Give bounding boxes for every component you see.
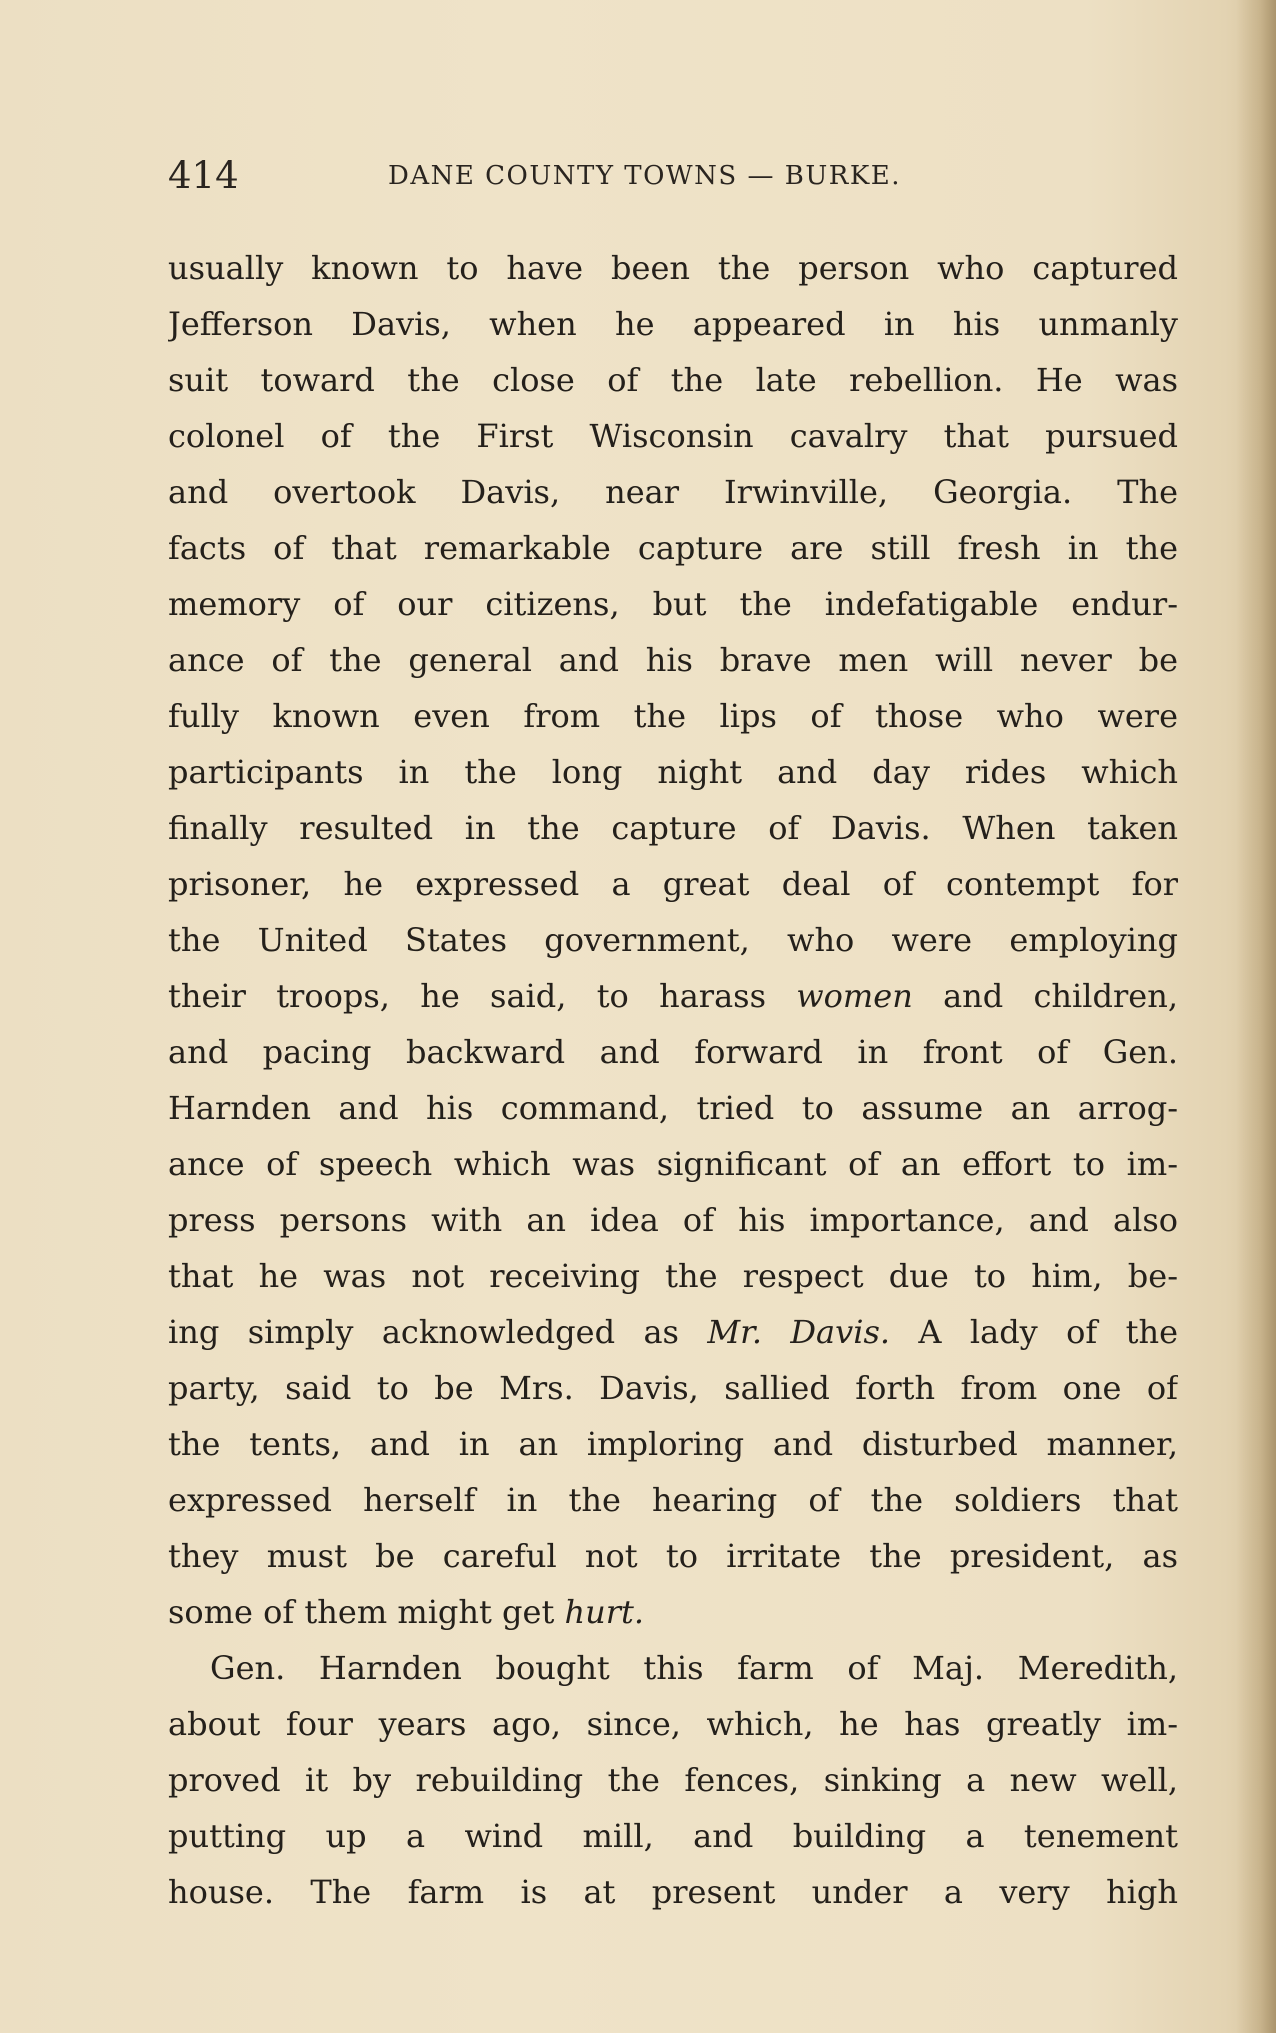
text-line [168, 856, 1178, 912]
italic-text: Mr. Davis. [707, 1313, 891, 1351]
line-text: putting up a wind mill, and building a tenement [168, 1817, 1178, 1855]
text-line [168, 968, 1178, 1024]
text-line [168, 1136, 1178, 1192]
text-line [168, 1304, 1178, 1360]
text-line [168, 1752, 1178, 1808]
line-text: expressed herself in the hearing of the soldiers that [168, 1481, 1178, 1519]
line-text: that he was not receiving the respect due to him, be- [168, 1257, 1178, 1295]
text-line [168, 688, 1178, 744]
line-text: their troops, he said, to harass [168, 977, 797, 1015]
text-line [168, 1192, 1178, 1248]
text-line [168, 520, 1178, 576]
line-text: fully known even from the lips of those who were [168, 697, 1178, 735]
line-text: prisoner, he expressed a great deal of contempt for [168, 865, 1178, 903]
line-text: ance of speech which was significant of an effort to im- [168, 1145, 1178, 1183]
line-text: ing simply acknowledged as [168, 1313, 708, 1351]
text-line [168, 1808, 1178, 1864]
line-text: and children, [912, 977, 1178, 1015]
line-text: usually known to have been the person who captured [168, 249, 1178, 287]
line-text: about four years ago, since, which, he has greatly im- [168, 1705, 1178, 1743]
text-line [168, 1416, 1178, 1472]
text-line [168, 464, 1178, 520]
line-text: and overtook Davis, near Irwinville, Georgia. The [168, 473, 1178, 511]
text-line [168, 1584, 1178, 1640]
italic-text: women [796, 977, 913, 1015]
page-number: 414 [168, 154, 239, 197]
line-text: memory of our citizens, but the indefatigable endur- [168, 585, 1178, 623]
line-text: press persons with an idea of his importance, and also [168, 1201, 1178, 1239]
text-line [168, 1864, 1178, 1920]
line-text: participants in the long night and day rides which [168, 753, 1178, 791]
text-line [168, 1248, 1178, 1304]
line-text: Harnden and his command, tried to assume an arrog- [168, 1089, 1178, 1127]
text-line [168, 744, 1178, 800]
text-line [168, 1472, 1178, 1528]
text-line [168, 296, 1178, 352]
text-line [168, 1528, 1178, 1584]
line-text: A lady of the [890, 1313, 1178, 1351]
text-line [168, 800, 1178, 856]
text-line [168, 1024, 1178, 1080]
line-text: facts of that remarkable capture are still fresh in the [168, 529, 1178, 567]
text-line [168, 352, 1178, 408]
line-text: house. The farm is at present under a very high [168, 1873, 1178, 1911]
line-text: some of them might get [168, 1593, 565, 1631]
text-line [168, 632, 1178, 688]
text-line [168, 912, 1178, 968]
line-text: ance of the general and his brave men will never be [168, 641, 1178, 679]
line-text: colonel of the First Wisconsin cavalry that pursued [168, 417, 1178, 455]
line-text: the United States government, who were employing [168, 921, 1178, 959]
text-line [168, 408, 1178, 464]
line-text: and pacing backward and forward in front of Gen. [168, 1033, 1178, 1071]
text-line [168, 240, 1178, 296]
text-line [168, 1080, 1178, 1136]
line-text: Jefferson Davis, when he appeared in his unmanly [168, 305, 1178, 343]
line-text: the tents, and in an imploring and disturbed manner, [168, 1425, 1178, 1463]
line-text: proved it by rebuilding the fences, sinking a new well, [168, 1761, 1178, 1799]
line-text: Gen. Harnden bought this farm of Maj. Meredith, [210, 1649, 1178, 1687]
text-line [168, 1696, 1178, 1752]
italic-text: hurt. [564, 1593, 645, 1631]
line-text: finally resulted in the capture of Davis. When taken [168, 809, 1178, 847]
page-edge-shadow [1236, 0, 1276, 2033]
line-text: suit toward the close of the late rebellion. He was [168, 361, 1178, 399]
text-line [168, 1640, 1178, 1696]
text-line [168, 1360, 1178, 1416]
line-text: party, said to be Mrs. Davis, sallied forth from one of [168, 1369, 1178, 1407]
page-header [168, 148, 1178, 204]
body-text [168, 240, 1178, 1920]
line-text: they must be careful not to irritate the president, as [168, 1537, 1178, 1575]
text-line [168, 576, 1178, 632]
running-head: DANE COUNTY TOWNS — BURKE. [388, 161, 901, 191]
